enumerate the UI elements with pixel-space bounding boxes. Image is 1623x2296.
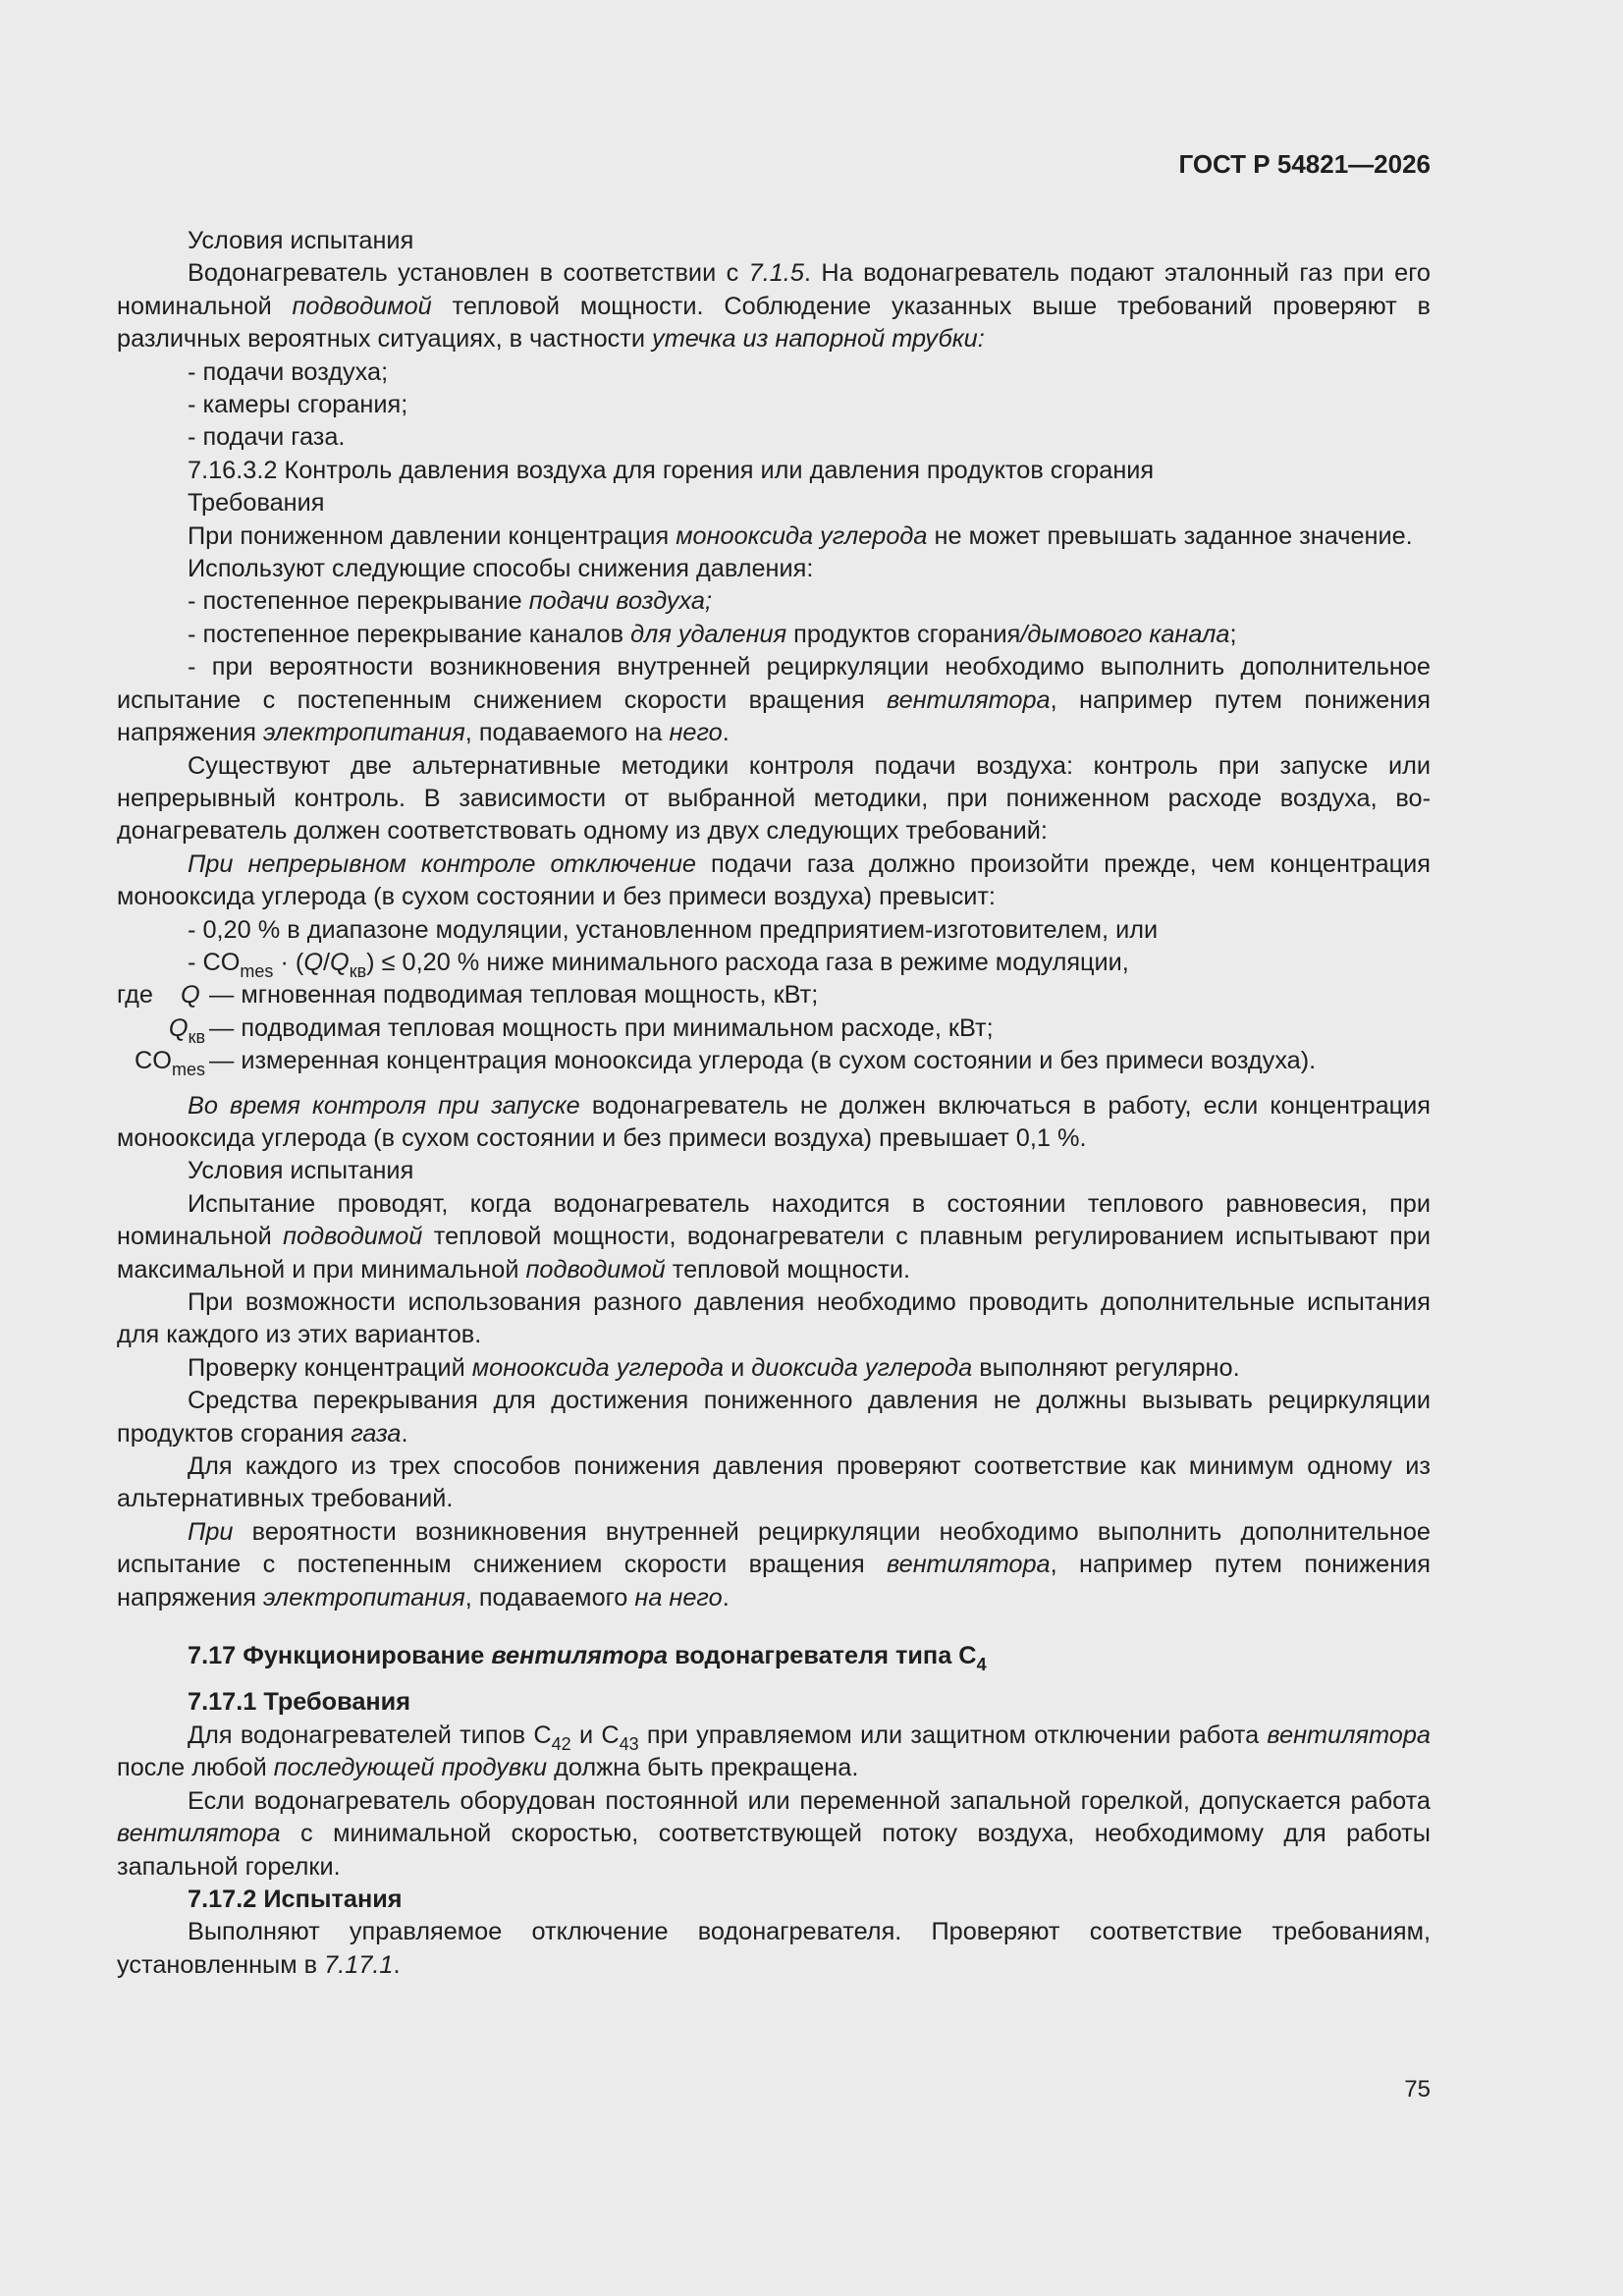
term: вентилятора	[887, 685, 1051, 714]
text: при управляемом или защитном отключении работа	[638, 1721, 1268, 1749]
term: подводимой	[292, 292, 432, 320]
where-definition: — подводимая тепловая мощность при минимальном расходе, кВт;	[209, 1013, 994, 1042]
text: . На водонагреватель подают эталонный газ при его номинальной	[117, 259, 1431, 320]
text: , подаваемого	[464, 1583, 635, 1612]
variable: Q	[303, 948, 324, 976]
text: водонагреватель не должен включаться в работу, если концентрация монооксида углерода (в сухом состоянии и без примеси воздуха) превышает 0,1 %.	[117, 1091, 1431, 1152]
list	[117, 356, 1431, 455]
term: монооксида углерода	[471, 1353, 725, 1382]
paragraph	[117, 651, 1431, 749]
text: 7.17 Функционирование	[188, 1642, 492, 1670]
text: , например путем понижения напряжения	[117, 1551, 1431, 1612]
paragraph	[117, 1385, 1431, 1450]
paragraph	[117, 257, 1431, 355]
text: ;	[1229, 620, 1237, 648]
text: тепловой мощности.	[665, 1255, 911, 1284]
paragraph	[117, 520, 1431, 553]
term: подачи воздуха;	[528, 587, 713, 616]
term: При	[188, 1517, 234, 1546]
text: Испытание проводят, когда водонагреватель находится в состоянии теплового равновесия, при номинальной	[117, 1189, 1431, 1251]
term: подводимой	[283, 1223, 423, 1251]
paragraph: Существуют две альтернативные методики контроля подачи воздуха: контроль при запуске или непрерывный контроль. В зависимости от выбранной методики, при пониженном расходе воздуха, водонагреватель должен соответствовать одному из двух следующих требований:	[117, 751, 1431, 846]
text: , например путем понижения напряжения	[117, 685, 1431, 747]
text: Проверку концентраций	[188, 1353, 472, 1382]
paragraph	[117, 1785, 1431, 1884]
term: на него	[634, 1583, 723, 1612]
where-term	[117, 1012, 205, 1045]
where-definition: — мгновенная подводимая тепловая мощность, кВт;	[209, 981, 819, 1010]
text: с минимальной скоростью, соответствующей потоку воздуха, необходимому для работы запальной горелки.	[117, 1820, 1431, 1881]
list-item: - подачи газа.	[188, 421, 1431, 454]
text: тепловой мощности. Соблюдение указанных выше требований проверяют в различных вероятных ситуациях, в частности	[117, 292, 1431, 354]
paragraph	[117, 848, 1431, 914]
variable: Q	[330, 948, 350, 976]
paragraph	[117, 1916, 1431, 1982]
text: .	[393, 1950, 401, 1979]
where-row	[117, 979, 1431, 1011]
text: ) ≤ 0,20 % ниже минимального расхода газа в режиме модуляции,	[366, 948, 1129, 976]
document-body	[117, 225, 1431, 1982]
where-term	[117, 979, 205, 1011]
term: газа	[351, 1419, 402, 1448]
paragraph: При возможности использования разного давления необходимо проводить дополнительные испытания для каждого из этих вариантов.	[117, 1288, 1431, 1349]
term: электропитания	[263, 1583, 465, 1612]
text: CO	[202, 948, 241, 976]
text: после любой	[117, 1754, 274, 1782]
text: продуктов сгорания	[786, 620, 1021, 648]
subscript: 4	[976, 1655, 987, 1675]
text: постепенное перекрывание	[202, 587, 529, 616]
term: диоксида углерода	[751, 1353, 973, 1382]
variable: CO	[135, 1047, 172, 1075]
list-item: - подачи воздуха;	[188, 356, 1431, 389]
text: постепенное перекрывание каналов	[202, 620, 631, 648]
list	[117, 585, 1431, 651]
subscript: mes	[240, 960, 274, 981]
term: подводимой	[525, 1255, 666, 1284]
paragraph: Для каждого из трех способов понижения давления проверяют соответствие как минимум одному из альтернативных требований.	[117, 1452, 1431, 1513]
reference-link: 7.1.5	[748, 259, 804, 288]
subscript: mes	[171, 1060, 205, 1080]
term: вентилятора	[1267, 1721, 1431, 1749]
paragraph	[117, 1516, 1431, 1614]
where-row	[117, 1045, 1431, 1080]
subscript: 42	[551, 1733, 571, 1754]
term: утечка из напорной трубки:	[652, 325, 985, 354]
list-item: - 0,20 % в диапазоне модуляции, установленном предприятием-изготовителем, или	[188, 914, 1431, 947]
text: .	[722, 719, 730, 747]
text: Водонагреватель установлен в соответствии с	[188, 259, 749, 288]
section-heading: 7.16.3.2 Контроль давления воздуха для горения или давления продуктов сгорания	[188, 456, 1155, 484]
paragraph: Требования	[188, 489, 325, 518]
subscript: кв	[349, 960, 367, 981]
text: Для водонагревателей типов С	[188, 1721, 552, 1749]
term: /дымового канала	[1020, 620, 1230, 648]
where-term	[117, 1045, 205, 1080]
text: При пониженном давлении концентрация	[188, 521, 676, 550]
where-label: где	[117, 981, 153, 1010]
paragraph: Используют следующие способы снижения давления:	[188, 555, 814, 583]
subscript: кв	[188, 1026, 205, 1047]
text: Выполняют управляемое отключение водонагревателя. Проверяют соответствие требованиям, установленным в	[117, 1918, 1431, 1979]
page-number: 75	[1404, 2076, 1431, 2103]
list-item	[188, 585, 1431, 618]
document-header: ГОСТ Р 54821—2026	[1178, 149, 1431, 179]
variable: Q	[181, 981, 200, 1010]
paragraph	[117, 1352, 1431, 1385]
term: монооксида углерода	[676, 521, 928, 550]
term: вентилятора	[117, 1820, 281, 1848]
paragraph	[117, 1720, 1431, 1785]
formula-item	[188, 947, 1431, 979]
paragraph	[117, 1188, 1431, 1286]
text: .	[401, 1419, 408, 1448]
subscript: 43	[619, 1733, 639, 1754]
where-definition: — измеренная концентрация монооксида углерода (в сухом состоянии и без примеси воздуха).	[209, 1047, 1317, 1075]
text: выполняют регулярно.	[972, 1353, 1240, 1382]
term: Во время контроля при запуске	[188, 1091, 580, 1120]
text: подачи газа должно произойти прежде, чем концентрация монооксида углерода (в сухом состоянии и без примеси воздуха) превысит:	[117, 849, 1431, 911]
text: /	[323, 948, 331, 976]
text: и	[724, 1353, 752, 1382]
subsection-heading: 7.17.1 Требования	[188, 1688, 410, 1717]
subsection-heading: 7.17.2 Испытания	[188, 1885, 403, 1913]
section-heading	[117, 1640, 1431, 1675]
term: При непрерывном контроле отключение	[188, 849, 696, 878]
list	[117, 914, 1431, 980]
paragraph	[117, 1090, 1431, 1156]
list-item: - камеры сгорания;	[188, 389, 1431, 421]
paragraph: Условия испытания	[188, 227, 414, 254]
term: для удаления	[630, 620, 787, 648]
paragraph: Условия испытания	[188, 1157, 414, 1185]
variable: Q	[168, 1013, 189, 1042]
text: вероятности возникновения внутренней рециркуляции необходимо выполнить дополнительное испытание с постепенным снижением скорости вращения	[117, 1517, 1431, 1579]
text: Средства перекрывания для достижения пониженного давления не должны вызывать рециркуляции продуктов сгорания	[117, 1387, 1431, 1448]
list-item	[188, 619, 1431, 651]
text: · (	[273, 948, 304, 976]
where-row	[117, 1012, 1431, 1045]
term: вентилятора	[491, 1642, 669, 1670]
text: и С	[570, 1721, 620, 1749]
term: него	[669, 719, 723, 747]
term: вентилятора	[887, 1551, 1051, 1579]
text: не может превышать заданное значение.	[927, 521, 1413, 550]
text: тепловой мощности, водонагреватели с плавным регулированием испытывают при максимальной и при минимальной	[117, 1223, 1431, 1284]
term: последующей продувки	[273, 1754, 548, 1782]
term: электропитания	[263, 719, 465, 747]
text: водонагревателя типа С	[668, 1642, 977, 1670]
text: , подаваемого на	[464, 719, 670, 747]
reference-link: 7.17.1	[324, 1950, 394, 1979]
text: .	[722, 1583, 730, 1612]
text: - при вероятности возникновения внутренней рециркуляции необходимо выполнить дополнительное испытание с постепенным снижением скорости вращения	[117, 653, 1431, 714]
text: Если водонагреватель оборудован постоянной или переменной запальной горелкой, допускается работа	[188, 1786, 1431, 1815]
text: должна быть прекращена.	[547, 1754, 859, 1782]
